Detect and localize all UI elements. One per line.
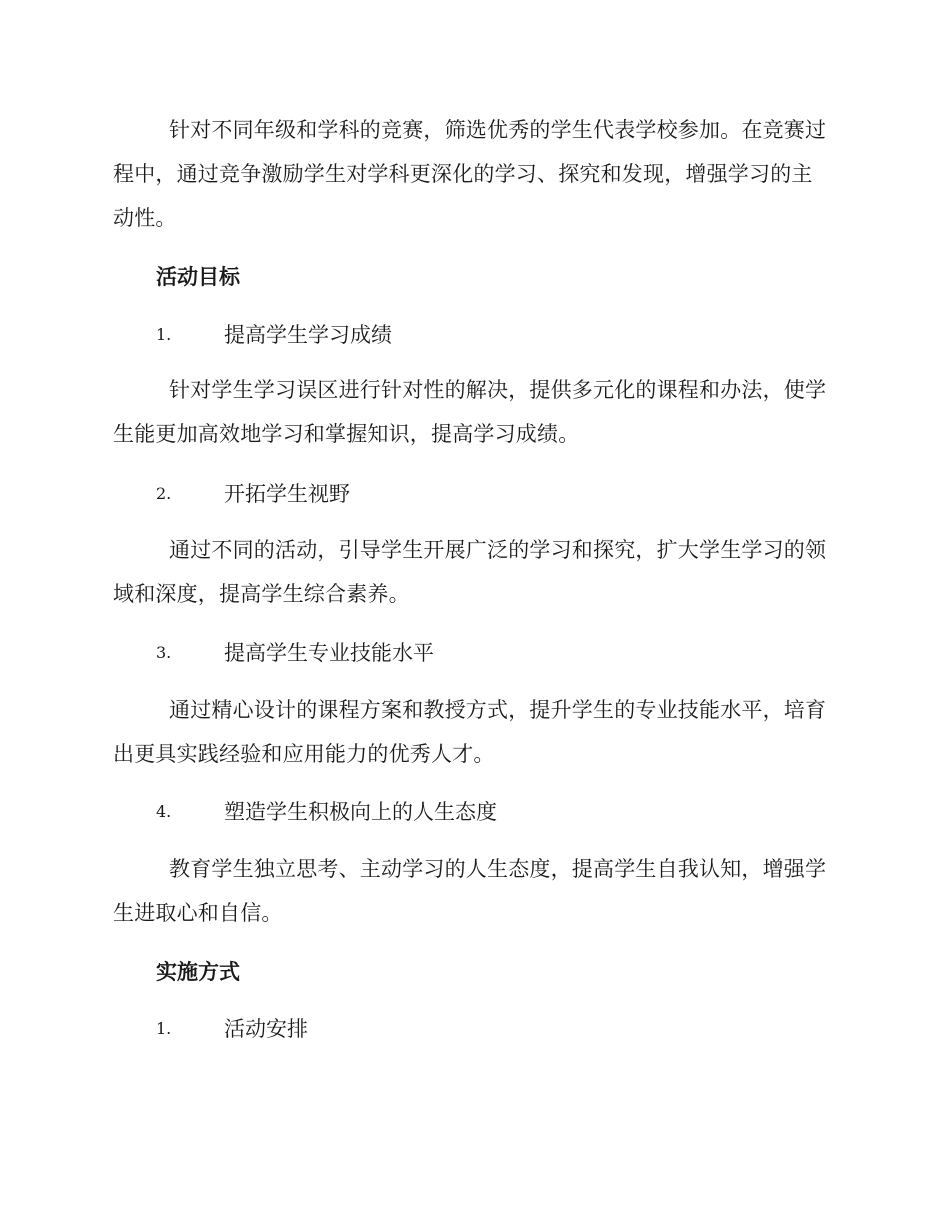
list-number: 4. [156, 802, 172, 821]
goal-item-4 [156, 797, 497, 827]
intro-paragraph: 针对不同年级和学科的竞赛，筛选优秀的学生代表学校参加。在竞赛过程中，通过竞争激励学生对学科更深化的学习、探究和发现，增强学习的主动性。 [113, 118, 827, 230]
goal-body-1: 针对学生学习误区进行针对性的解决，提供多元化的课程和办法，使学生能更加高效地学习和掌握知识，提高学习成绩。 [113, 378, 827, 446]
goal-item-1 [156, 320, 392, 350]
list-title: 塑造学生积极向上的人生态度 [224, 800, 497, 824]
goal-body-3: 通过精心设计的课程方案和教授方式，提升学生的专业技能水平，培育出更具实践经验和应用能力的优秀人才。 [113, 698, 827, 766]
list-number: 3. [156, 643, 172, 662]
list-title: 开拓学生视野 [224, 482, 350, 506]
list-title: 活动安排 [224, 1017, 308, 1041]
section-heading-goals: 活动目标 [156, 265, 240, 289]
list-number: 1. [156, 325, 172, 344]
goal-item-3 [156, 638, 434, 668]
goal-body-4: 教育学生独立思考、主动学习的人生态度，提高学生自我认知，增强学生进取心和自信。 [113, 857, 827, 925]
goal-body-2: 通过不同的活动，引导学生开展广泛的学习和探究，扩大学生学习的领域和深度，提高学生综合素养。 [113, 538, 827, 606]
section-heading-methods: 实施方式 [156, 960, 240, 984]
list-number: 2. [156, 484, 172, 503]
method-item-1 [156, 1014, 308, 1044]
list-title: 提高学生学习成绩 [224, 323, 392, 347]
list-title: 提高学生专业技能水平 [224, 641, 434, 665]
goal-item-2 [156, 479, 350, 509]
list-number: 1. [156, 1019, 172, 1038]
